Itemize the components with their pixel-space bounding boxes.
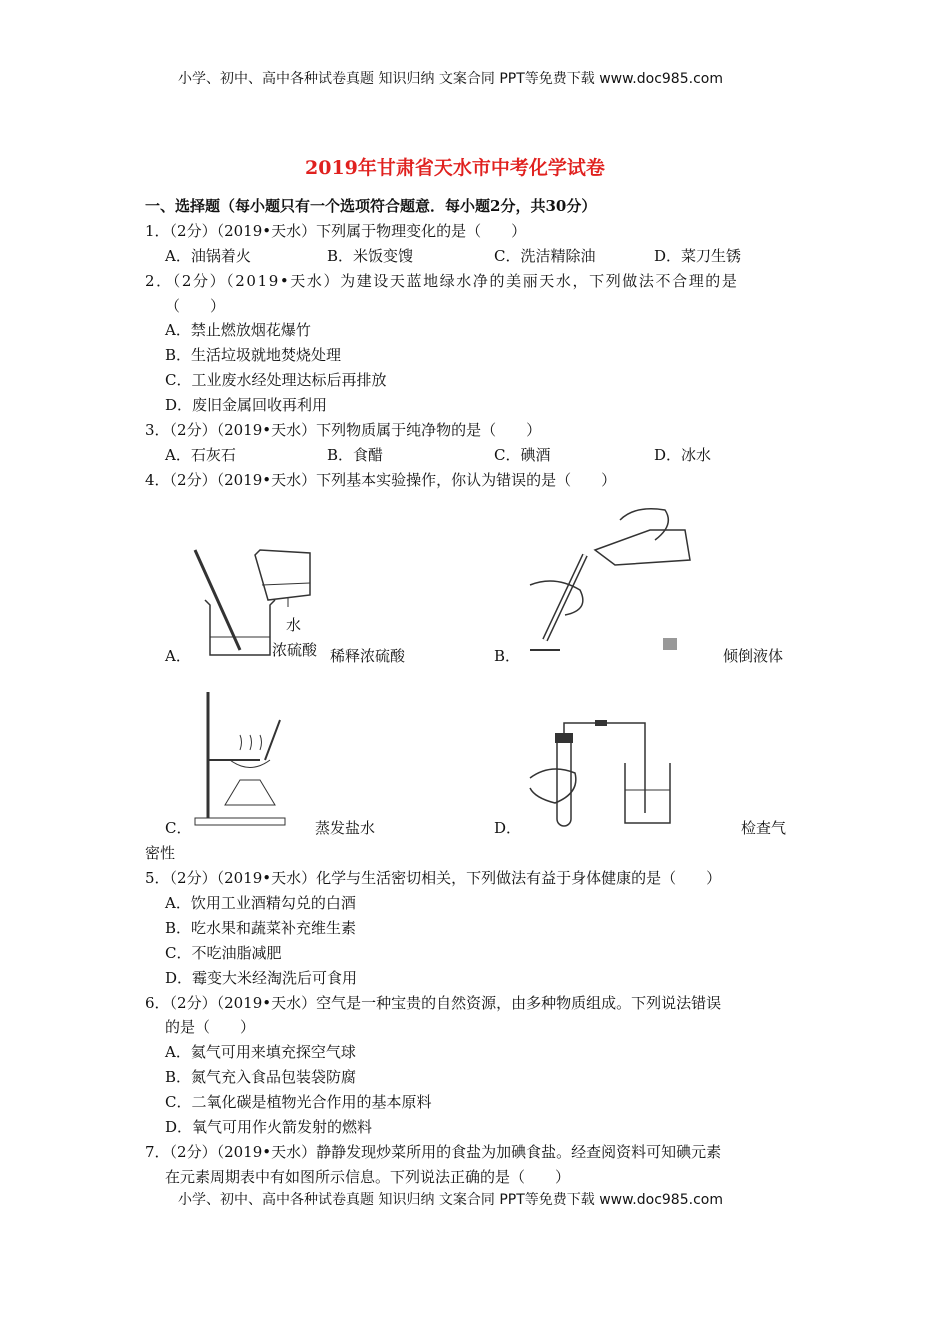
page-header: 小学、初中、高中各种试卷真题 知识归纳 文案合同 PPT等免费下载 www.doc985.com [178,71,723,87]
q2-option-c: C．工业废水经处理达标后再排放 [165,371,387,389]
q7-stem: 7．（2分）（2019•天水）静静发现炒菜所用的食盐为加碘食盐。经查阅资料可知碘元素 [145,1143,722,1161]
q4-option-b: B． [494,647,521,665]
pour-liquid-figure [525,500,695,660]
q2-stem: 2．（2分）（2019•天水）为建设天蓝地绿水净的美丽天水，下列做法不合理的是 [145,272,739,290]
fig-a-acid-label: 浓硫酸 [272,641,318,659]
exam-title: 2019年甘肃省天水市中考化学试卷 [305,157,605,179]
q4-option-d-caption-cont: 密性 [145,844,176,862]
q5-option-a: A．饮用工业酒精勾兑的白酒 [165,894,356,912]
q4-option-c-caption: 蒸发盐水 [315,819,376,837]
q6-option-a: A．氦气可用来填充探空气球 [165,1043,356,1061]
evaporate-figure [190,690,290,830]
q4-option-a-caption: 稀释浓硫酸 [330,647,406,665]
q6-option-b: B．氮气充入食品包装袋防腐 [165,1068,357,1086]
q4-option-d: D． [494,819,522,837]
q4-option-b-caption: 倾倒液体 [723,647,784,665]
q2-stem-cont: （ ） [165,297,226,315]
q4-option-c: C． [165,819,192,837]
section-heading: 一、选择题（每小题只有一个选项符合题意．每小题2分，共30分） [145,197,597,215]
q1-option-b: B．米饭变馊 [327,247,414,265]
q1-stem: 1．（2分）（2019•天水）下列属于物理变化的是（ ） [145,222,527,240]
q2-option-d: D．废旧金属回收再利用 [165,396,328,414]
q7-stem-cont: 在元素周期表中有如图所示信息。下列说法正确的是（ ） [165,1168,571,1186]
q2-option-b: B．生活垃圾就地焚烧处理 [165,346,342,364]
q3-option-a: A．石灰石 [165,446,236,464]
q4-stem: 4．（2分）（2019•天水）下列基本实验操作，你认为错误的是（ ） [145,471,617,489]
q1-option-a: A．油锅着火 [165,247,251,265]
q6-option-c: C．二氧化碳是植物光合作用的基本原料 [165,1093,432,1111]
q1-option-c: C．洗洁精除油 [494,247,596,265]
airtightness-figure [525,718,675,830]
page-footer: 小学、初中、高中各种试卷真题 知识归纳 文案合同 PPT等免费下载 www.doc985.com [178,1192,723,1208]
q5-option-d: D．霉变大米经淘洗后可食用 [165,969,358,987]
q6-option-d: D．氧气可用作火箭发射的燃料 [165,1118,373,1136]
fig-a-water-label: 水 [286,616,302,634]
q4-option-a: A． [165,647,191,665]
q4-option-d-caption: 检查气 [741,819,787,837]
q6-stem-cont: 的是（ ） [165,1018,256,1036]
q3-option-b: B．食醋 [327,446,384,464]
q5-stem: 5．（2分）（2019•天水）化学与生活密切相关，下列做法有益于身体健康的是（ ） [145,869,722,887]
q3-stem: 3．（2分）（2019•天水）下列物质属于纯净物的是（ ） [145,421,542,439]
q2-option-a: A．禁止燃放烟花爆竹 [165,321,311,339]
q6-stem: 6．（2分）（2019•天水）空气是一种宝贵的自然资源，由多种物质组成。下列说法错误 [145,994,722,1012]
q5-option-b: B．吃水果和蔬菜补充维生素 [165,919,357,937]
q5-option-c: C．不吃油脂减肥 [165,944,282,962]
q3-option-c: C．碘酒 [494,446,551,464]
q3-option-d: D．冰水 [654,446,712,464]
q1-option-d: D．菜刀生锈 [654,247,742,265]
